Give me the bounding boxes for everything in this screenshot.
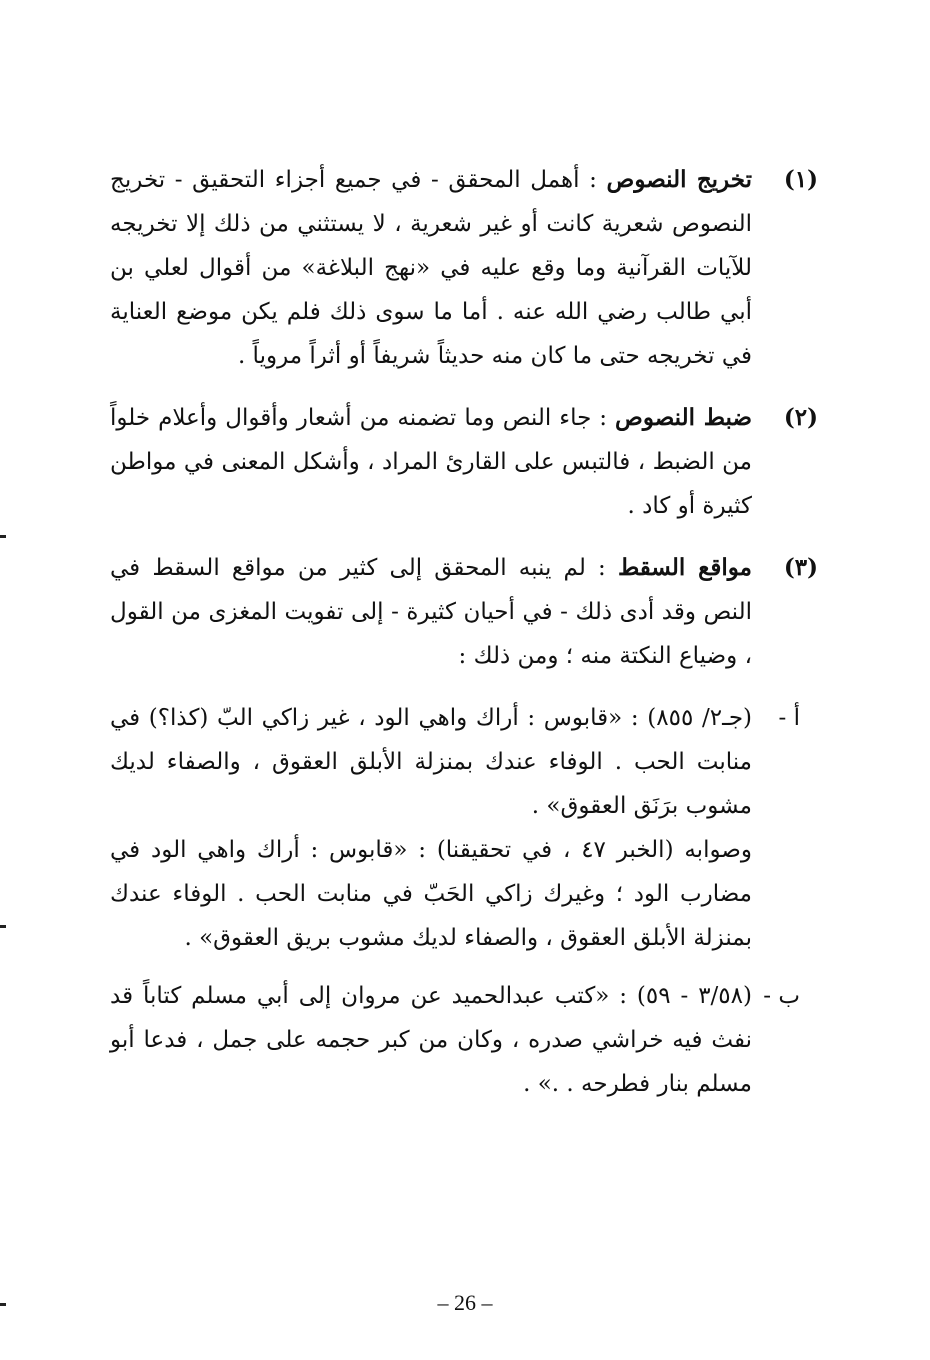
item-heading: تخريج النصوص xyxy=(606,166,752,193)
page-number: – 26 – xyxy=(437,1290,493,1315)
item-body: : جاء النص وما تضمنه من أشعار وأقوال وأعلام خلواً من الضبط ، فالتبس على القارئ المراد ، وأشكل المعنى في مواطن كثيرة أو كاد . xyxy=(110,405,752,519)
item-number: (١) xyxy=(783,166,818,193)
item-heading: ضبط النصوص xyxy=(615,404,752,431)
page-content xyxy=(110,158,818,1120)
numbered-item-1 xyxy=(110,158,818,378)
item-heading: مواقع السقط xyxy=(617,554,753,581)
sub-item-label: ب - xyxy=(763,983,800,1009)
item-body: : أهمل المحقق - في جميع أجزاء التحقيق - تخريج النصوص شعرية كانت أو غير شعرية ، لا يستثني من ذلك إلا تخريجه للآيات القرآنية وما وقع عليه في «نهج البلاغة» من أقوال لعلي بن أبي طالب رضي الله عنه . أما ما سوى ذلك فلم يكن موضع العناية في تخريجه حتى ما كان منه حديثاً شريفاً أو أثراً مروياً . xyxy=(110,167,752,369)
sub-item-a xyxy=(110,696,810,960)
sub-item-label: أ - xyxy=(778,705,800,731)
numbered-item-3 xyxy=(110,546,818,678)
item-paragraph xyxy=(110,546,752,678)
sub-item-text: (٣/٥٨ - ٥٩) : «كتب عبدالحميد عن مروان إلى أبي مسلم كتاباً قد نفث فيه خراشي صدره ، وكان من كبر حجمه على جمل ، فدعا أبو مسلم بنار فطرحه . .» . xyxy=(110,983,752,1097)
sub-item-text: (جـ٢/ ٨٥٥) : «قابوس : أراك واهي الود ، غير زاكي البّ (كذا؟) في منابت الحب . الوفاء عندك بمنزلة الأبلق العقوق ، والصفاء لديك مشوب برَنَق العقوق» . xyxy=(110,705,753,819)
margin-mark xyxy=(0,1303,6,1306)
item-body: : لم ينبه المحقق إلى كثير من مواقع السقط في النص وقد أدى ذلك - في أحيان كثيرة - إلى تفويت المغزى من القول ، وضياع النكتة منه ؛ ومن ذلك : xyxy=(110,555,752,669)
sub-item-b xyxy=(110,974,810,1106)
item-number: (٢) xyxy=(783,404,818,431)
item-paragraph xyxy=(110,396,752,528)
item-paragraph xyxy=(110,158,752,378)
margin-mark xyxy=(0,925,6,928)
margin-mark xyxy=(0,535,6,538)
numbered-item-2 xyxy=(110,396,818,528)
item-number: (٣) xyxy=(783,554,818,581)
sub-item-correction: وصوابه (الخبر ٤٧ ، في تحقيقنا) : «قابوس : أراك واهي الود في مضارب الود ؛ وغيرك زاكي الحَبّ في منابت الحب . الوفاء عندك بمنزلة الأبلق العقوق ، والصفاء لديك مشوب بريق العقوق» . xyxy=(110,837,752,951)
